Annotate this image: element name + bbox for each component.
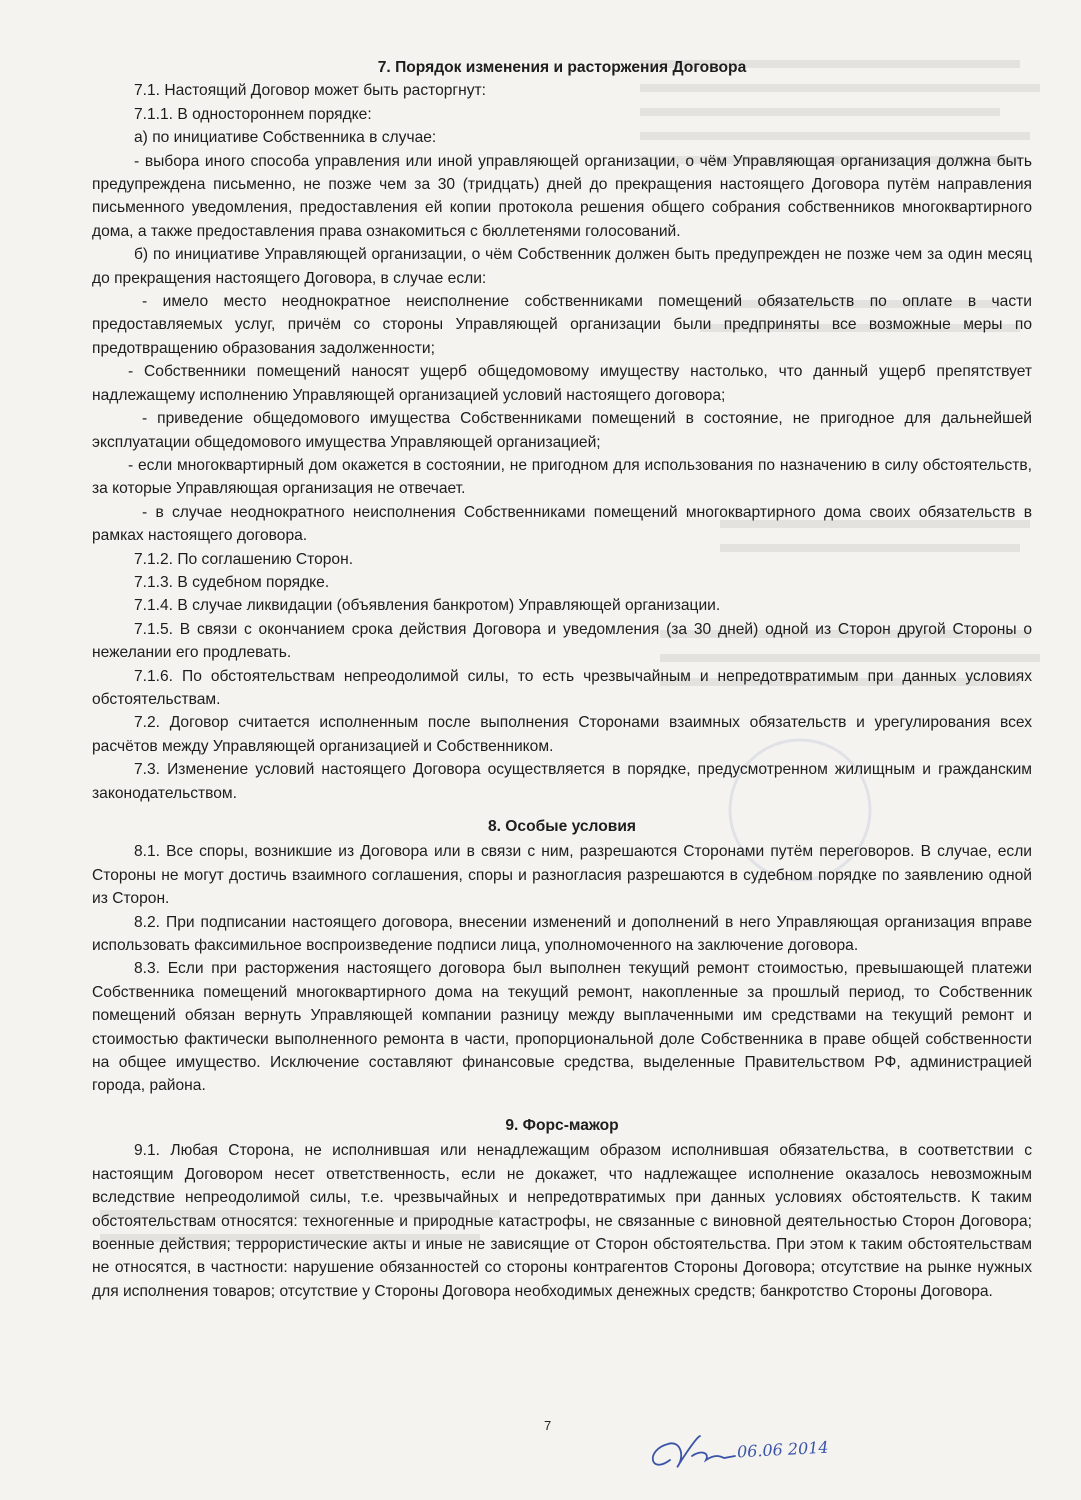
clause-7-1-3: 7.1.3. В судебном порядке.: [134, 573, 330, 591]
clause-7-1-1-a-item-1: - выбора иного способа управления или иной управляющей организации, о чём Управляющая организация должна быть предупреждена письменно, не позже чем за 30 (тридцать) дней до прекращения настоящего Договора путём направления письменного уведомления, предоставления ей копии протокола решения общего собрания собственников многоквартирного дома, а также предоставления права ознакомиться с бюллетенями голосований.: [92, 152, 1032, 240]
document-page: [92, 56, 1032, 1303]
section-9-title: 9. Форс-мажор: [505, 1116, 619, 1134]
clause-7-1-1-b: б) по инициативе Управляющей организации, о чём Собственник должен быть предупрежден не позже чем за один месяц до прекращения настоящего Договора, в случае если:: [92, 246, 1032, 287]
clause-7-1-1-b-item-5: - в случае неоднократного неисполнения Собственниками помещений многоквартирного дома своих обязательств в рамках настоящего договора.: [92, 503, 1032, 545]
clause-8-2: 8.2. При подписании настоящего договора, внесении изменений и дополнений в него Управляющая организация вправе использовать факсимильное воспроизведение подписи лица, уполномоченного на заключение договора.: [92, 913, 1032, 955]
clause-8-1: 8.1. Все споры, возникшие из Договора или в связи с ним, разрешаются Сторонами путём переговоров. В случае, если Стороны не могут достичь взаимного соглашения, споры и разногласия разрешаются в судебном порядке по заявлению одной из Сторон.: [92, 843, 1032, 908]
clause-7-1-1: 7.1.1. В одностороннем порядке:: [134, 105, 372, 123]
section-8-title: 8. Особые условия: [487, 818, 637, 835]
clause-8-3: 8.3. Если при расторжения настоящего договора был выполнен текущий ремонт стоимостью, превышающей платежи Собственника помещений многоквартирного дома на текущий ремонт, накопленные за прошлый период, то Собственник помещений обязан вернуть Управляющей компании разницу между выплаченными им средствами на текущий ремонт и стоимостью фактически выполненного ремонта в части, пропорциональной доле Собственника в праве общей собственности на общее имущество. Исключение составляют финансовые средства, выделенные Правительством РФ, администрацией города, района.: [92, 960, 1032, 1095]
clause-7-1-1-b-item-1: - имело место неоднократное неисполнение собственниками помещений обязательств по оплате в части предоставляемых услуг, причём со стороны Управляющей организации были предприняты все возможные меры по предотвращению образования задолженности;: [92, 293, 1032, 357]
page-number: 7: [544, 1418, 552, 1433]
clause-7-1-1-b-item-4: - если многоквартирный дом окажется в состоянии, не пригодном для использования по назначению в силу обстоятельств, за которые Управляющая организация не отвечает.: [92, 456, 1032, 498]
clause-7-1-1-b-item-3: - приведение общедомового имущества Собственниками помещений в состояние, не пригодное для дальнейшей эксплуатации общедомового имущества Управляющей организацией;: [92, 410, 1032, 451]
clause-7-1-2: 7.1.2. По соглашению Сторон.: [134, 550, 354, 568]
clause-7-1-6: 7.1.6. По обстоятельствам непреодолимой силы, то есть чрезвычайным и непредотвратимым при данных условиях обстоятельствам.: [92, 667, 1032, 708]
clause-7-1-1-a: а) по инициативе Собственника в случае:: [134, 129, 437, 147]
clause-7-1-1-b-item-2: - Собственники помещений наносят ущерб общедомовому имуществу настолько, что данный ущерб препятствует надлежащему исполнению Управляющей организацией условий настоящего договора;: [92, 363, 1032, 404]
clause-7-2: 7.2. Договор считается исполненным после выполнения Сторонами взаимных обязательств и урегулирования всех расчётов между Управляющей организацией и Собственником.: [92, 714, 1032, 755]
clause-7-1-5: 7.1.5. В связи с окончанием срока действия Договора и уведомления (за 30 дней) одной из Сторон другой Стороны о нежелании его продлевать.: [92, 620, 1032, 662]
clause-7-1-4: 7.1.4. В случае ликвидации (объявления банкротом) Управляющей организации.: [134, 597, 721, 615]
handwritten-date: 06.06 2014: [736, 1437, 830, 1462]
clause-7-3: 7.3. Изменение условий настоящего Договора осуществляется в порядке, предусмотренном жилищным и гражданским законодательством.: [92, 761, 1032, 802]
clause-7-1: 7.1. Настоящий Договор может быть расторгнут:: [134, 82, 486, 100]
section-7-title: 7. Порядок изменения и расторжения Договора: [377, 59, 747, 76]
clause-9-1: 9.1. Любая Сторона, не исполнившая или ненадлежащим образом исполнившая обязательства, в соответствии с настоящим Договором несет ответственность, если не докажет, что надлежащее исполнение оказалось невозможным вследствие непреодолимой силы, т.е. чрезвычайных и непредотвратимых при данных условиях обстоятельств. К таким обстоятельствам относятся: техногенные и природные катастрофы, не связанные с виновной деятельностью Сторон Договора; военные действия; террористические акты и иные не зависящие от Сторон обстоятельства. При этом к таким обстоятельствам не относятся, в частности: нарушение обязанностей со стороны контрагентов Стороны Договора; отсутствие на рынке нужных для исполнения товаров; отсутствие у Стороны Договора необходимых денежных средств; банкротство Стороны Договора.: [92, 1142, 1032, 1300]
